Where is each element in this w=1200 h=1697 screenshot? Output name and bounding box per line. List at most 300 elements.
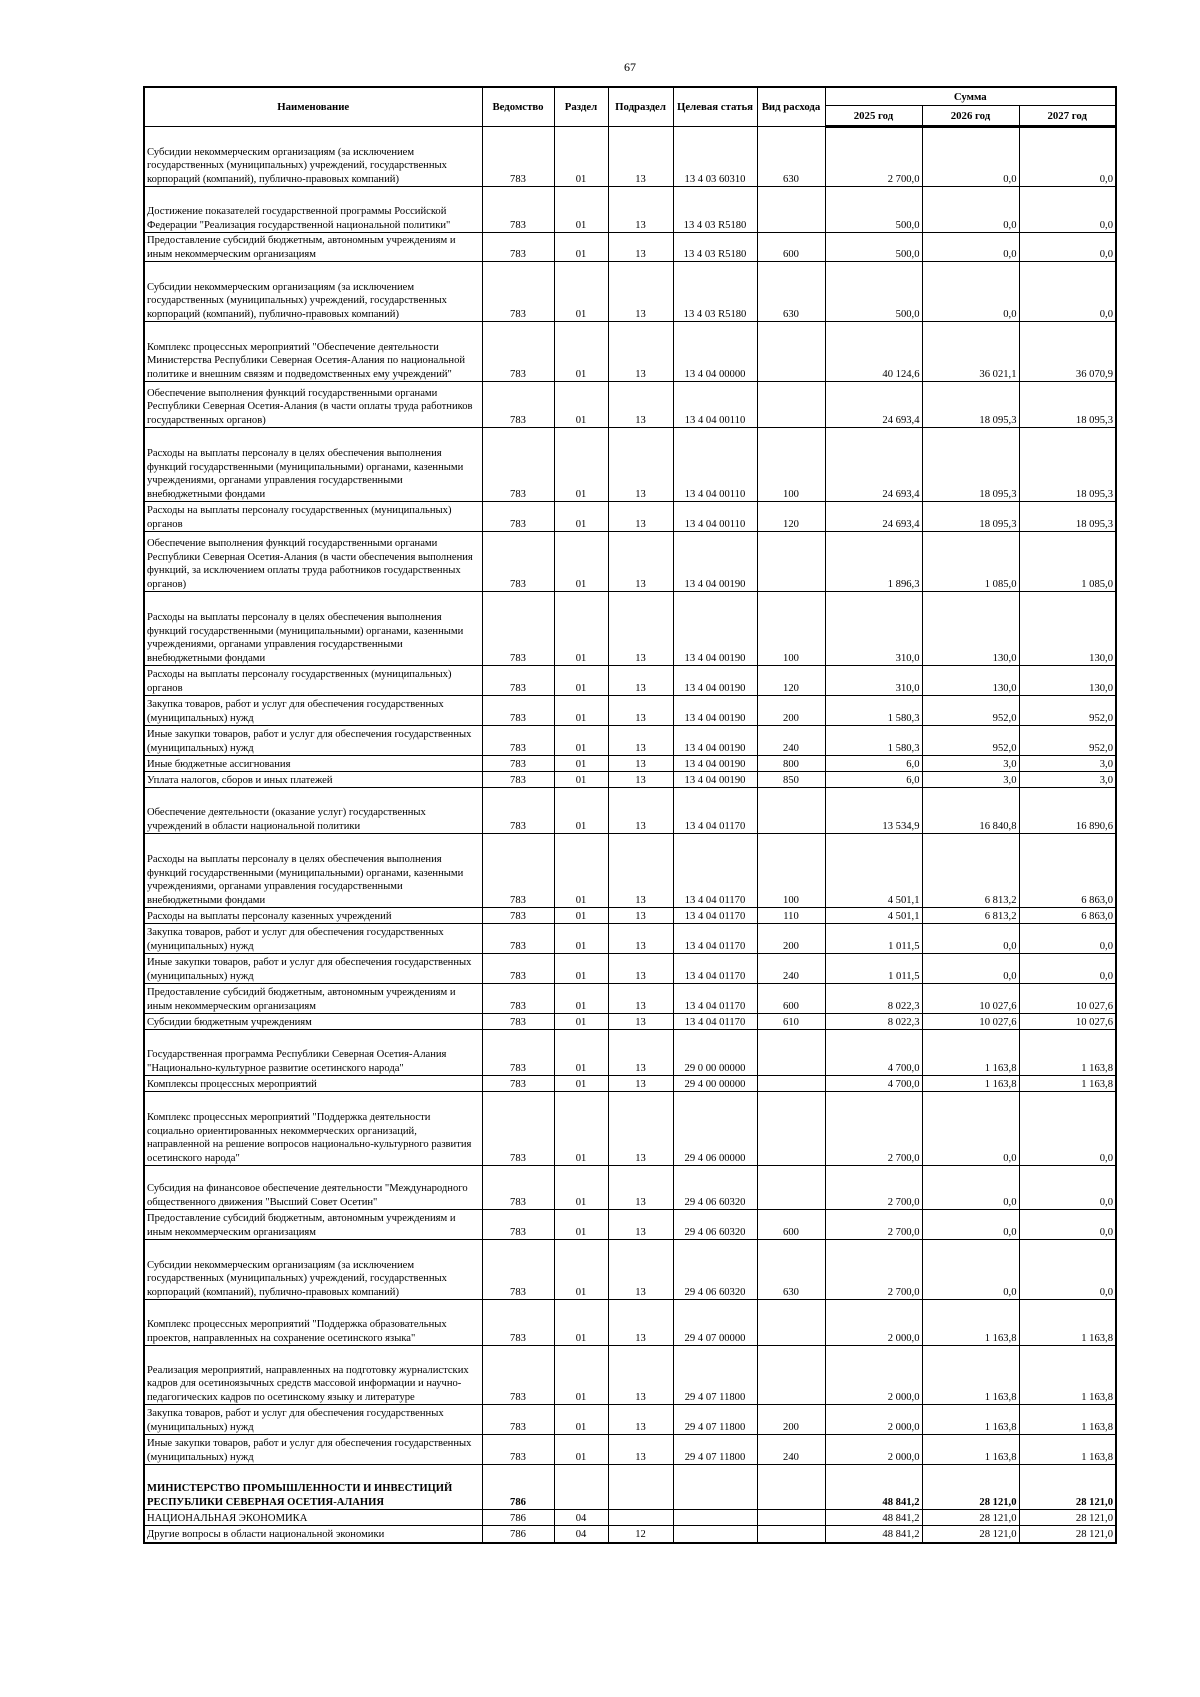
cell-pr — [608, 1465, 673, 1510]
cell-name: Другие вопросы в области национальной экономики — [144, 1526, 482, 1543]
cell-rz: 01 — [554, 127, 608, 187]
cell-s2025: 2 700,0 — [825, 1240, 922, 1300]
cell-rz: 01 — [554, 924, 608, 954]
cell-ved: 783 — [482, 502, 554, 532]
cell-s2026: 6 813,2 — [922, 834, 1019, 908]
cell-s2025: 2 000,0 — [825, 1346, 922, 1405]
cell-cs: 13 4 04 00110 — [673, 428, 757, 502]
cell-cs: 13 4 04 01170 — [673, 834, 757, 908]
col-header-podrazdel: Подраздел — [608, 87, 673, 127]
cell-vr — [757, 382, 825, 428]
table-row — [144, 1014, 1116, 1030]
table-row — [144, 428, 1116, 502]
cell-vr: 120 — [757, 502, 825, 532]
cell-s2025: 8 022,3 — [825, 1014, 922, 1030]
cell-name: Обеспечение деятельности (оказание услуг) государственных учреждений в области национальной политики — [144, 788, 482, 834]
table-row — [144, 1465, 1116, 1510]
cell-s2027: 0,0 — [1019, 1092, 1116, 1166]
cell-s2025: 24 693,4 — [825, 428, 922, 502]
cell-name: Закупка товаров, работ и услуг для обеспечения государственных (муниципальных) нужд — [144, 924, 482, 954]
cell-vr — [757, 1092, 825, 1166]
cell-cs: 29 4 06 60320 — [673, 1210, 757, 1240]
cell-cs: 13 4 04 00110 — [673, 502, 757, 532]
cell-s2025: 2 000,0 — [825, 1300, 922, 1346]
cell-s2027: 130,0 — [1019, 592, 1116, 666]
cell-ved: 786 — [482, 1510, 554, 1526]
cell-rz: 01 — [554, 1166, 608, 1210]
cell-ved: 783 — [482, 726, 554, 756]
cell-ved: 783 — [482, 1076, 554, 1092]
cell-pr: 13 — [608, 233, 673, 262]
col-header-vedomstvo: Ведомство — [482, 87, 554, 127]
table-body — [144, 127, 1116, 1543]
cell-s2025: 2 700,0 — [825, 1092, 922, 1166]
cell-cs: 29 4 07 11800 — [673, 1346, 757, 1405]
cell-rz: 04 — [554, 1526, 608, 1543]
cell-rz: 01 — [554, 908, 608, 924]
cell-s2027: 28 121,0 — [1019, 1465, 1116, 1510]
cell-s2025: 500,0 — [825, 233, 922, 262]
cell-s2026: 952,0 — [922, 726, 1019, 756]
cell-s2025: 2 000,0 — [825, 1435, 922, 1465]
cell-rz: 01 — [554, 532, 608, 592]
cell-ved: 783 — [482, 322, 554, 382]
cell-ved: 783 — [482, 592, 554, 666]
cell-s2025: 8 022,3 — [825, 984, 922, 1014]
cell-s2027: 18 095,3 — [1019, 502, 1116, 532]
cell-s2025: 6,0 — [825, 772, 922, 788]
cell-s2025: 13 534,9 — [825, 788, 922, 834]
table-row — [144, 1076, 1116, 1092]
cell-s2027: 1 163,8 — [1019, 1435, 1116, 1465]
cell-vr — [757, 1510, 825, 1526]
cell-s2026: 130,0 — [922, 666, 1019, 696]
cell-pr: 13 — [608, 726, 673, 756]
cell-s2026: 28 121,0 — [922, 1526, 1019, 1543]
cell-s2025: 1 011,5 — [825, 954, 922, 984]
cell-pr: 13 — [608, 428, 673, 502]
cell-s2027: 0,0 — [1019, 954, 1116, 984]
cell-name: Комплекс процессных мероприятий "Поддержка деятельности социально ориентированных некоммерческих организаций, направленной на решение вопросов национально-культурного развития осетинского народа" — [144, 1092, 482, 1166]
cell-name: Государственная программа Республики Северная Осетия-Алания "Национально-культурное развитие осетинского народа" — [144, 1030, 482, 1076]
table-row — [144, 726, 1116, 756]
cell-vr: 200 — [757, 696, 825, 726]
cell-name: НАЦИОНАЛЬНАЯ ЭКОНОМИКА — [144, 1510, 482, 1526]
cell-s2025: 48 841,2 — [825, 1526, 922, 1543]
cell-ved: 783 — [482, 1300, 554, 1346]
table-row — [144, 1510, 1116, 1526]
table-row — [144, 262, 1116, 322]
cell-cs: 13 4 04 00190 — [673, 772, 757, 788]
cell-pr: 13 — [608, 834, 673, 908]
cell-name: Расходы на выплаты персоналу казенных учреждений — [144, 908, 482, 924]
cell-s2027: 130,0 — [1019, 666, 1116, 696]
cell-ved: 783 — [482, 924, 554, 954]
cell-name: Предоставление субсидий бюджетным, автономным учреждениям и иным некоммерческим организациям — [144, 1210, 482, 1240]
cell-s2026: 1 163,8 — [922, 1030, 1019, 1076]
cell-rz: 01 — [554, 502, 608, 532]
cell-ved: 783 — [482, 908, 554, 924]
cell-rz: 01 — [554, 382, 608, 428]
cell-rz: 01 — [554, 1435, 608, 1465]
cell-s2026: 1 163,8 — [922, 1346, 1019, 1405]
cell-name: Предоставление субсидий бюджетным, автономным учреждениям и иным некоммерческим организациям — [144, 233, 482, 262]
cell-rz: 01 — [554, 756, 608, 772]
table-row — [144, 984, 1116, 1014]
cell-pr: 13 — [608, 1014, 673, 1030]
cell-rz: 01 — [554, 726, 608, 756]
cell-s2026: 0,0 — [922, 924, 1019, 954]
cell-rz: 01 — [554, 772, 608, 788]
cell-s2025: 1 580,3 — [825, 696, 922, 726]
col-header-2027: 2027 год — [1019, 106, 1116, 127]
cell-s2027: 0,0 — [1019, 233, 1116, 262]
cell-s2025: 500,0 — [825, 262, 922, 322]
cell-s2027: 0,0 — [1019, 262, 1116, 322]
cell-s2026: 3,0 — [922, 772, 1019, 788]
cell-s2027: 0,0 — [1019, 187, 1116, 233]
cell-s2025: 40 124,6 — [825, 322, 922, 382]
cell-rz: 01 — [554, 322, 608, 382]
cell-s2027: 18 095,3 — [1019, 382, 1116, 428]
cell-cs: 13 4 04 01170 — [673, 1014, 757, 1030]
cell-cs: 29 4 06 60320 — [673, 1240, 757, 1300]
cell-vr — [757, 322, 825, 382]
cell-vr: 100 — [757, 834, 825, 908]
cell-s2025: 1 580,3 — [825, 726, 922, 756]
cell-name: Расходы на выплаты персоналу государственных (муниципальных) органов — [144, 502, 482, 532]
cell-s2027: 3,0 — [1019, 772, 1116, 788]
cell-s2027: 1 163,8 — [1019, 1030, 1116, 1076]
cell-s2026: 952,0 — [922, 696, 1019, 726]
cell-vr — [757, 1076, 825, 1092]
cell-rz: 01 — [554, 428, 608, 502]
table-row — [144, 696, 1116, 726]
cell-cs: 13 4 04 00190 — [673, 726, 757, 756]
cell-s2025: 2 700,0 — [825, 1210, 922, 1240]
cell-s2025: 2 700,0 — [825, 1166, 922, 1210]
cell-s2027: 952,0 — [1019, 726, 1116, 756]
cell-pr — [608, 1510, 673, 1526]
cell-name: Иные закупки товаров, работ и услуг для обеспечения государственных (муниципальных) нужд — [144, 1435, 482, 1465]
cell-s2026: 16 840,8 — [922, 788, 1019, 834]
cell-cs: 13 4 04 01170 — [673, 984, 757, 1014]
cell-s2027: 1 163,8 — [1019, 1300, 1116, 1346]
cell-rz: 01 — [554, 984, 608, 1014]
cell-s2025: 6,0 — [825, 756, 922, 772]
cell-name: Субсидии бюджетным учреждениям — [144, 1014, 482, 1030]
cell-pr: 13 — [608, 696, 673, 726]
cell-name: Субсидии некоммерческим организациям (за исключением государственных (муниципальных) учреждений, государственных корпораций (компаний), публично-правовых компаний) — [144, 1240, 482, 1300]
cell-pr: 13 — [608, 322, 673, 382]
table-row — [144, 1300, 1116, 1346]
cell-ved: 783 — [482, 428, 554, 502]
cell-rz: 01 — [554, 696, 608, 726]
cell-cs: 29 4 00 00000 — [673, 1076, 757, 1092]
cell-s2027: 10 027,6 — [1019, 984, 1116, 1014]
cell-name: Расходы на выплаты персоналу государственных (муниципальных) органов — [144, 666, 482, 696]
cell-pr: 13 — [608, 1030, 673, 1076]
cell-vr — [757, 1526, 825, 1543]
table-row — [144, 908, 1116, 924]
cell-name: Иные закупки товаров, работ и услуг для обеспечения государственных (муниципальных) нужд — [144, 954, 482, 984]
cell-ved: 783 — [482, 1166, 554, 1210]
cell-pr: 13 — [608, 1405, 673, 1435]
cell-s2025: 24 693,4 — [825, 502, 922, 532]
cell-cs: 29 4 07 11800 — [673, 1405, 757, 1435]
cell-name: Иные закупки товаров, работ и услуг для обеспечения государственных (муниципальных) нужд — [144, 726, 482, 756]
cell-ved: 783 — [482, 666, 554, 696]
cell-s2025: 500,0 — [825, 187, 922, 233]
cell-s2027: 952,0 — [1019, 696, 1116, 726]
cell-cs — [673, 1526, 757, 1543]
cell-ved: 783 — [482, 696, 554, 726]
cell-pr: 13 — [608, 1346, 673, 1405]
cell-ved: 786 — [482, 1526, 554, 1543]
cell-s2027: 0,0 — [1019, 127, 1116, 187]
table-row — [144, 954, 1116, 984]
cell-cs: 13 4 04 00190 — [673, 592, 757, 666]
cell-cs: 29 0 00 00000 — [673, 1030, 757, 1076]
cell-s2027: 0,0 — [1019, 1210, 1116, 1240]
cell-s2026: 18 095,3 — [922, 382, 1019, 428]
cell-s2026: 6 813,2 — [922, 908, 1019, 924]
cell-vr — [757, 1030, 825, 1076]
cell-name: Достижение показателей государственной программы Российской Федерации "Реализация государственной национальной политики" — [144, 187, 482, 233]
cell-pr: 13 — [608, 1076, 673, 1092]
cell-s2025: 4 501,1 — [825, 834, 922, 908]
cell-ved: 783 — [482, 532, 554, 592]
cell-cs: 13 4 04 00190 — [673, 532, 757, 592]
cell-vr: 600 — [757, 233, 825, 262]
cell-pr: 13 — [608, 908, 673, 924]
cell-s2026: 0,0 — [922, 233, 1019, 262]
cell-name: Субсидия на финансовое обеспечение деятельности "Международного общественного движения "Высший Совет Осетин" — [144, 1166, 482, 1210]
cell-rz — [554, 1465, 608, 1510]
cell-pr: 13 — [608, 262, 673, 322]
cell-vr: 800 — [757, 756, 825, 772]
cell-s2025: 310,0 — [825, 666, 922, 696]
cell-cs: 13 4 03 60310 — [673, 127, 757, 187]
cell-s2027: 18 095,3 — [1019, 428, 1116, 502]
cell-cs: 13 4 04 01170 — [673, 908, 757, 924]
cell-rz: 01 — [554, 1092, 608, 1166]
cell-ved: 783 — [482, 1240, 554, 1300]
cell-name: Комплекс процессных мероприятий "Поддержка образовательных проектов, направленных на сохранение осетинского языка" — [144, 1300, 482, 1346]
cell-rz: 01 — [554, 1405, 608, 1435]
cell-ved: 783 — [482, 788, 554, 834]
cell-ved: 783 — [482, 984, 554, 1014]
cell-rz: 01 — [554, 262, 608, 322]
cell-name: МИНИСТЕРСТВО ПРОМЫШЛЕННОСТИ И ИНВЕСТИЦИЙ РЕСПУБЛИКИ СЕВЕРНАЯ ОСЕТИЯ-АЛАНИЯ — [144, 1465, 482, 1510]
cell-pr: 13 — [608, 924, 673, 954]
cell-s2025: 1 011,5 — [825, 924, 922, 954]
cell-s2027: 1 163,8 — [1019, 1076, 1116, 1092]
cell-ved: 783 — [482, 127, 554, 187]
cell-s2027: 1 163,8 — [1019, 1346, 1116, 1405]
cell-s2026: 36 021,1 — [922, 322, 1019, 382]
cell-name: Обеспечение выполнения функций государственными органами Республики Северная Осетия-Алания (в части оплаты труда работников государственных органов) — [144, 382, 482, 428]
cell-s2026: 1 163,8 — [922, 1405, 1019, 1435]
cell-ved: 783 — [482, 756, 554, 772]
cell-rz: 01 — [554, 1014, 608, 1030]
table-row — [144, 1240, 1116, 1300]
table-row — [144, 756, 1116, 772]
cell-rz: 01 — [554, 1300, 608, 1346]
cell-s2025: 4 501,1 — [825, 908, 922, 924]
cell-name: Обеспечение выполнения функций государственными органами Республики Северная Осетия-Алания (в части обеспечения выполнения функций, за исключением оплаты труда работников государственных органов) — [144, 532, 482, 592]
cell-name: Закупка товаров, работ и услуг для обеспечения государственных (муниципальных) нужд — [144, 1405, 482, 1435]
col-header-2026: 2026 год — [922, 106, 1019, 127]
cell-pr: 12 — [608, 1526, 673, 1543]
cell-vr: 630 — [757, 262, 825, 322]
cell-s2026: 130,0 — [922, 592, 1019, 666]
table-row — [144, 1166, 1116, 1210]
page-number: 67 — [624, 60, 636, 74]
cell-s2026: 0,0 — [922, 954, 1019, 984]
table-row — [144, 1346, 1116, 1405]
cell-rz: 01 — [554, 666, 608, 696]
cell-vr — [757, 1465, 825, 1510]
cell-rz: 01 — [554, 1076, 608, 1092]
cell-cs: 13 4 04 00190 — [673, 666, 757, 696]
cell-s2025: 4 700,0 — [825, 1030, 922, 1076]
table-row — [144, 127, 1116, 187]
cell-pr: 13 — [608, 127, 673, 187]
cell-s2026: 10 027,6 — [922, 984, 1019, 1014]
cell-pr: 13 — [608, 532, 673, 592]
cell-s2026: 1 163,8 — [922, 1435, 1019, 1465]
cell-s2026: 28 121,0 — [922, 1465, 1019, 1510]
table-row — [144, 592, 1116, 666]
cell-s2025: 1 896,3 — [825, 532, 922, 592]
cell-name: Расходы на выплаты персоналу в целях обеспечения выполнения функций государственными (муниципальными) органами, казенными учреждениями, органами управления государственными внебюджетными фондами — [144, 428, 482, 502]
cell-cs: 13 4 03 R5180 — [673, 233, 757, 262]
cell-rz: 01 — [554, 1030, 608, 1076]
cell-vr: 100 — [757, 592, 825, 666]
cell-ved: 783 — [482, 233, 554, 262]
cell-cs: 29 4 07 00000 — [673, 1300, 757, 1346]
col-header-razdel: Раздел — [554, 87, 608, 127]
cell-name: Субсидии некоммерческим организациям (за исключением государственных (муниципальных) учреждений, государственных корпораций (компаний), публично-правовых компаний) — [144, 127, 482, 187]
cell-vr: 120 — [757, 666, 825, 696]
cell-name: Расходы на выплаты персоналу в целях обеспечения выполнения функций государственными (муниципальными) органами, казенными учреждениями, органами управления государственными внебюджетными фондами — [144, 834, 482, 908]
table-row — [144, 187, 1116, 233]
cell-cs: 13 4 04 01170 — [673, 924, 757, 954]
cell-vr: 600 — [757, 1210, 825, 1240]
cell-pr: 13 — [608, 1092, 673, 1166]
cell-s2026: 0,0 — [922, 1166, 1019, 1210]
cell-name: Комплексы процессных мероприятий — [144, 1076, 482, 1092]
cell-vr: 610 — [757, 1014, 825, 1030]
cell-cs: 13 4 04 00000 — [673, 322, 757, 382]
table-row — [144, 382, 1116, 428]
cell-cs: 13 4 04 00190 — [673, 756, 757, 772]
cell-s2027: 3,0 — [1019, 756, 1116, 772]
cell-vr: 100 — [757, 428, 825, 502]
cell-s2026: 0,0 — [922, 187, 1019, 233]
table-row — [144, 1405, 1116, 1435]
cell-vr — [757, 532, 825, 592]
cell-cs: 13 4 04 01170 — [673, 954, 757, 984]
cell-pr: 13 — [608, 772, 673, 788]
cell-s2027: 6 863,0 — [1019, 834, 1116, 908]
table-row — [144, 1092, 1116, 1166]
cell-s2027: 1 085,0 — [1019, 532, 1116, 592]
cell-vr: 200 — [757, 1405, 825, 1435]
cell-s2027: 10 027,6 — [1019, 1014, 1116, 1030]
cell-s2027: 28 121,0 — [1019, 1510, 1116, 1526]
cell-s2027: 0,0 — [1019, 1166, 1116, 1210]
table-row — [144, 1030, 1116, 1076]
cell-vr: 600 — [757, 984, 825, 1014]
cell-cs: 13 4 04 01170 — [673, 788, 757, 834]
cell-s2026: 0,0 — [922, 1240, 1019, 1300]
cell-name: Предоставление субсидий бюджетным, автономным учреждениям и иным некоммерческим организациям — [144, 984, 482, 1014]
col-header-name: Наименование — [144, 87, 482, 127]
cell-ved: 786 — [482, 1465, 554, 1510]
cell-pr: 13 — [608, 1240, 673, 1300]
cell-s2026: 3,0 — [922, 756, 1019, 772]
cell-vr — [757, 1346, 825, 1405]
cell-s2026: 28 121,0 — [922, 1510, 1019, 1526]
cell-s2025: 2 000,0 — [825, 1405, 922, 1435]
cell-cs: 13 4 04 00110 — [673, 382, 757, 428]
cell-s2026: 0,0 — [922, 127, 1019, 187]
cell-ved: 783 — [482, 1014, 554, 1030]
cell-s2027: 16 890,6 — [1019, 788, 1116, 834]
table-row — [144, 502, 1116, 532]
cell-s2027: 36 070,9 — [1019, 322, 1116, 382]
table-row — [144, 1435, 1116, 1465]
col-header-celevaya: Целевая статья — [673, 87, 757, 127]
cell-vr: 200 — [757, 924, 825, 954]
cell-name: Субсидии некоммерческим организациям (за исключением государственных (муниципальных) учреждений, государственных корпораций (компаний), публично-правовых компаний) — [144, 262, 482, 322]
cell-pr: 13 — [608, 1300, 673, 1346]
cell-pr: 13 — [608, 984, 673, 1014]
table-row — [144, 788, 1116, 834]
cell-name: Расходы на выплаты персоналу в целях обеспечения выполнения функций государственными (муниципальными) органами, казенными учреждениями, органами управления государственными внебюджетными фондами — [144, 592, 482, 666]
cell-pr: 13 — [608, 502, 673, 532]
cell-name: Уплата налогов, сборов и иных платежей — [144, 772, 482, 788]
cell-cs: 29 4 06 00000 — [673, 1092, 757, 1166]
table-row — [144, 322, 1116, 382]
cell-s2026: 0,0 — [922, 262, 1019, 322]
cell-s2027: 28 121,0 — [1019, 1526, 1116, 1543]
cell-rz: 01 — [554, 834, 608, 908]
cell-name: Реализация мероприятий, направленных на подготовку журналистских кадров для осетиноязычных средств массовой информации и научно-педагогических кадров по осетинскому языку и литературе — [144, 1346, 482, 1405]
cell-pr: 13 — [608, 382, 673, 428]
cell-pr: 13 — [608, 788, 673, 834]
table-row — [144, 666, 1116, 696]
cell-s2026: 18 095,3 — [922, 428, 1019, 502]
cell-s2025: 2 700,0 — [825, 127, 922, 187]
table-row — [144, 532, 1116, 592]
cell-ved: 783 — [482, 954, 554, 984]
cell-s2026: 1 163,8 — [922, 1300, 1019, 1346]
cell-cs: 29 4 07 11800 — [673, 1435, 757, 1465]
cell-rz: 01 — [554, 1346, 608, 1405]
cell-s2025: 48 841,2 — [825, 1510, 922, 1526]
cell-vr — [757, 1300, 825, 1346]
cell-name: Комплекс процессных мероприятий "Обеспечение деятельности Министерства Республики Северная Осетия-Алания по национальной политике и внешним связям и подведомственных ему учреждений" — [144, 322, 482, 382]
cell-pr: 13 — [608, 954, 673, 984]
table-row — [144, 924, 1116, 954]
cell-rz: 01 — [554, 592, 608, 666]
table-row — [144, 1210, 1116, 1240]
cell-pr: 13 — [608, 592, 673, 666]
cell-cs — [673, 1465, 757, 1510]
